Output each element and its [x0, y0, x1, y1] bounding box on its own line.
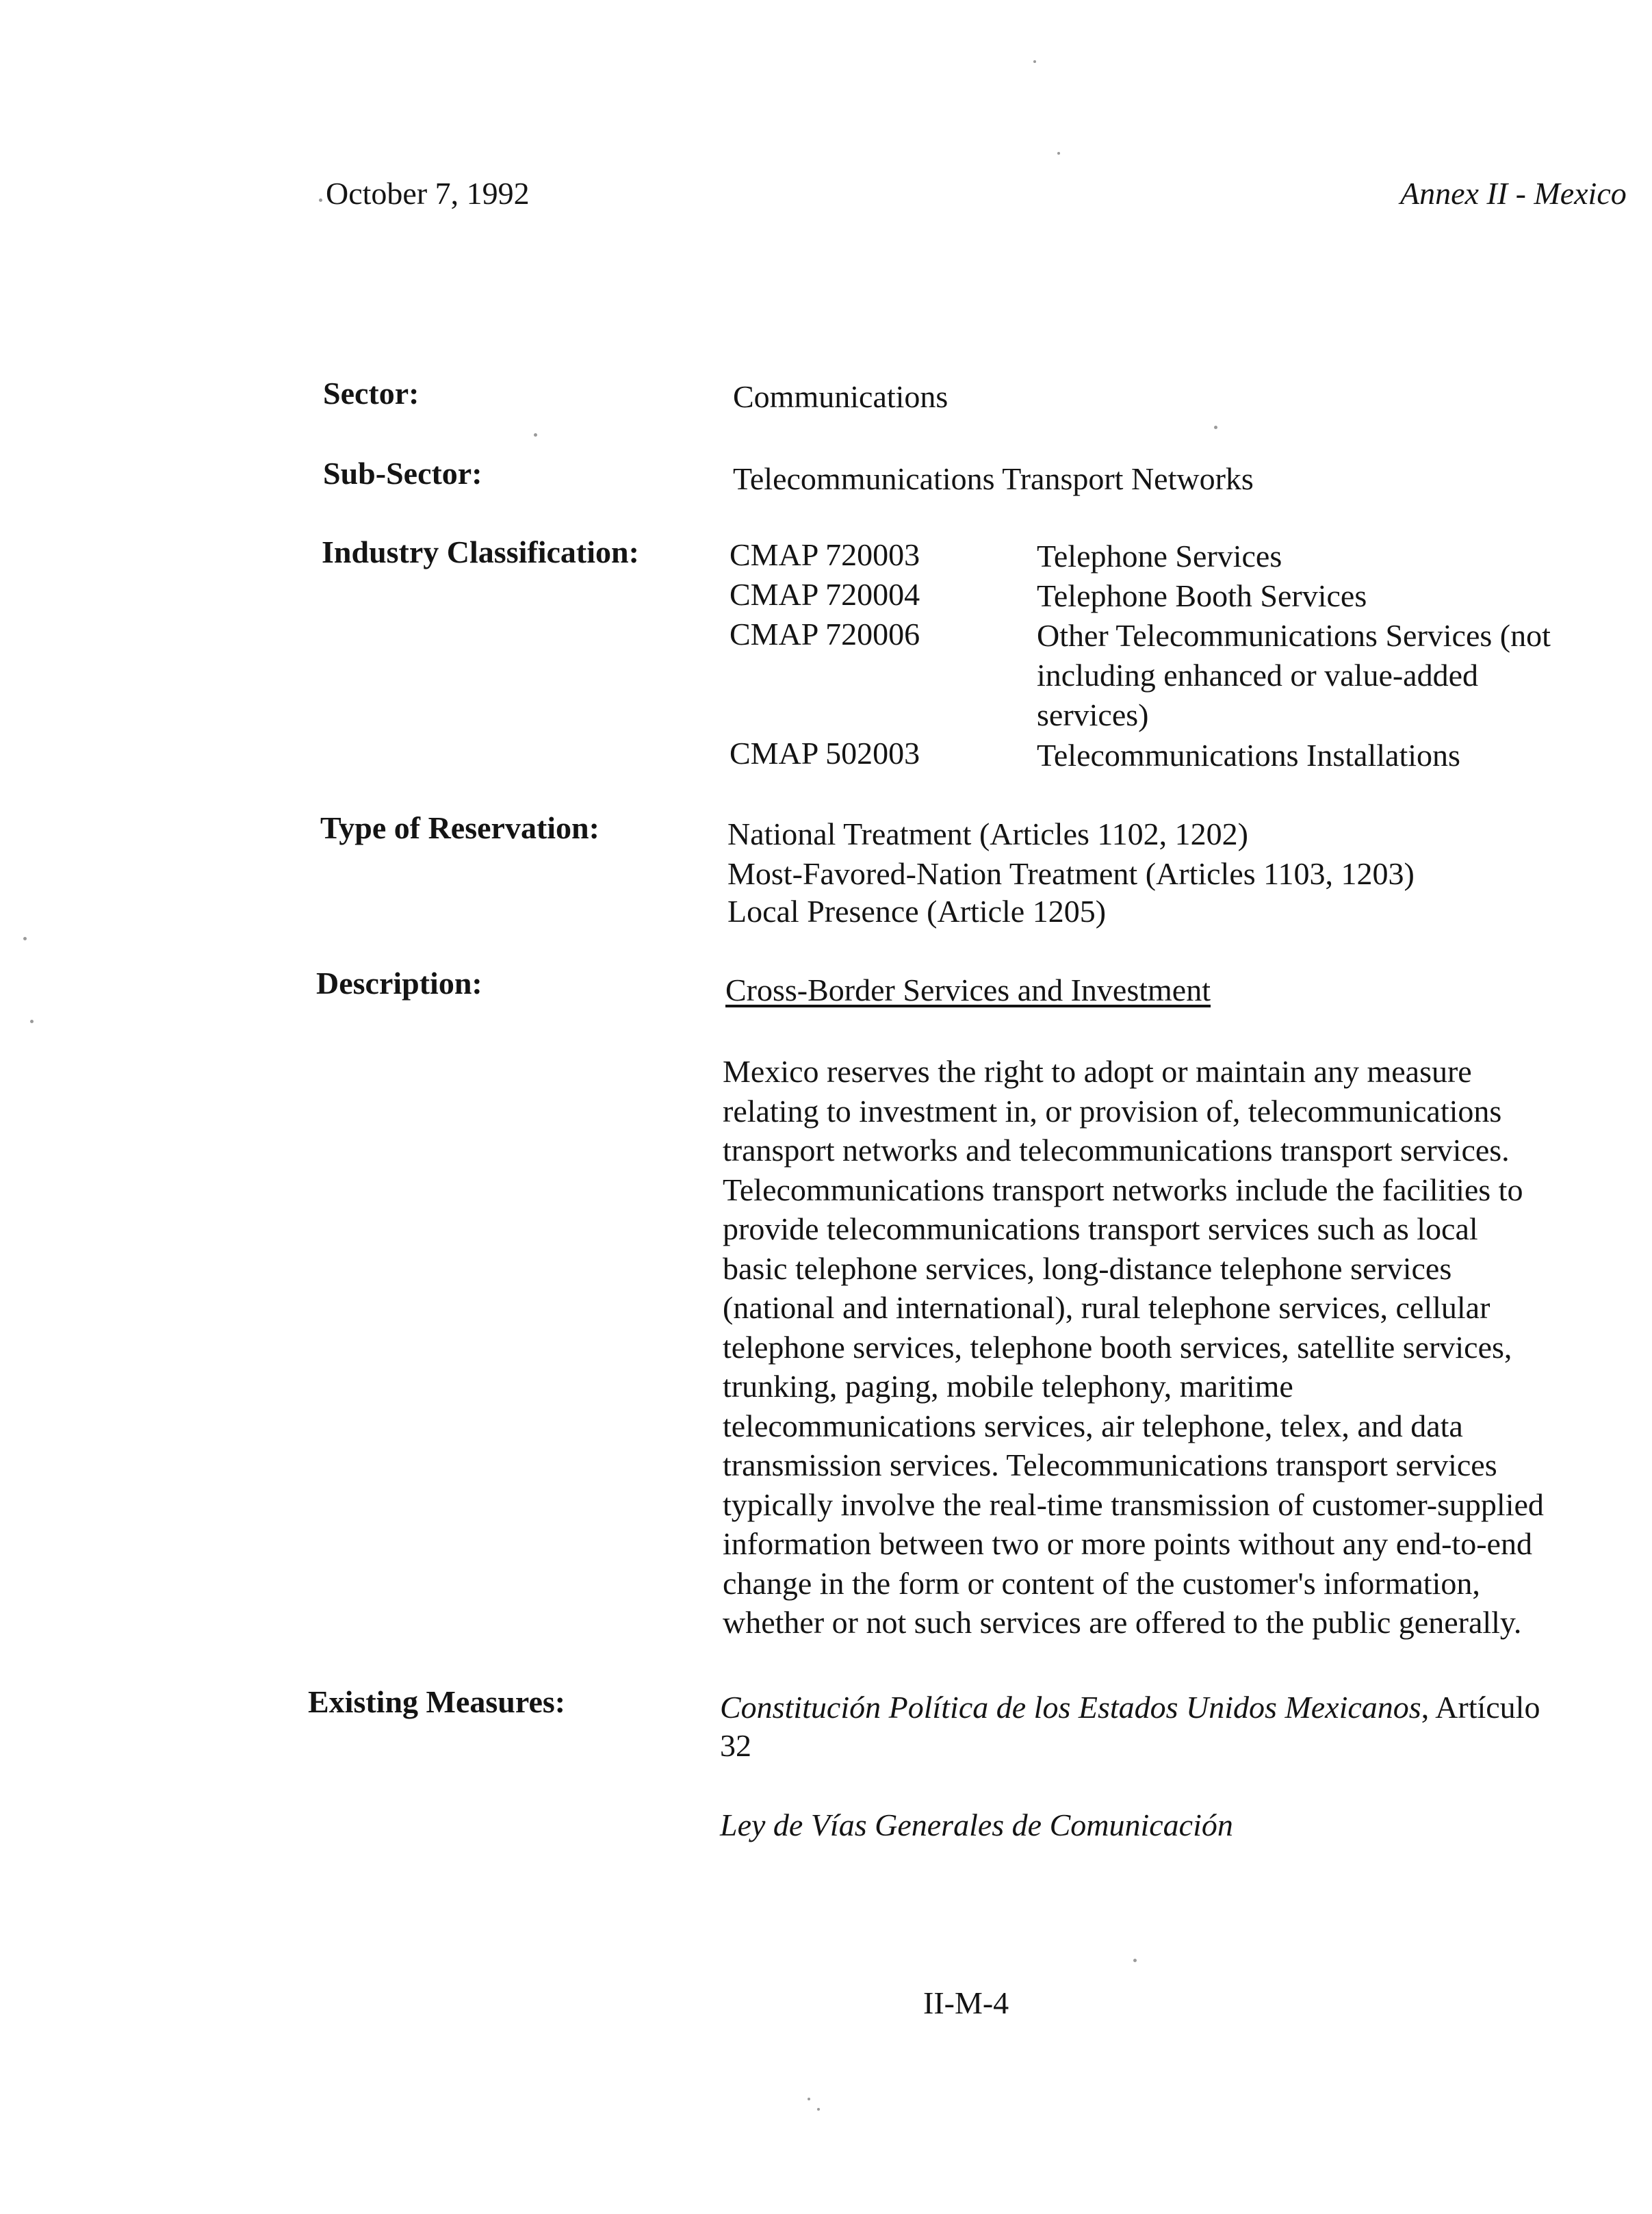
scan-speck — [30, 1020, 34, 1023]
scan-speck — [1214, 426, 1217, 429]
reservation-type-line: National Treatment (Articles 1102, 1202) — [727, 816, 1248, 851]
paragraph-line: typically involve the real-time transmission of customer-supplied — [723, 1486, 1544, 1522]
sub-sector-value: Telecommunications Transport Networks — [733, 461, 1254, 496]
reservation-type-line: Local Presence (Article 1205) — [727, 894, 1107, 929]
industry-description: Telephone Services — [1037, 539, 1282, 574]
paragraph-line: information between two or more points without any end-to-end — [723, 1526, 1532, 1561]
existing-measure-1-suffix: , Artículo — [1421, 1690, 1540, 1725]
industry-code: CMAP 720006 — [730, 617, 920, 652]
existing-measure-2: Ley de Vías Generales de Comunicación — [720, 1807, 1233, 1842]
paragraph-line: change in the form or content of the customer's information, — [723, 1565, 1480, 1601]
paragraph-line: Mexico reserves the right to adopt or maintain any measure — [723, 1054, 1472, 1089]
industry-description: including enhanced or value-added — [1037, 658, 1479, 693]
document-date: October 7, 1992 — [326, 176, 530, 211]
description-paragraph — [723, 1052, 1643, 1643]
reservation-type-label: Type of Reservation: — [320, 810, 599, 845]
page-number: II-M-4 — [923, 1985, 1009, 2020]
sector-value: Communications — [733, 379, 948, 414]
industry-code: CMAP 720004 — [730, 577, 920, 612]
paragraph-line: transmission services. Telecommunications transport services — [723, 1447, 1497, 1482]
paragraph-line: provide telecommunications transport services such as local — [723, 1211, 1478, 1246]
paragraph-line: telephone services, telephone booth services, satellite services, — [723, 1329, 1512, 1365]
reservation-type-line: Most-Favored-Nation Treatment (Articles 1103, 1203) — [727, 856, 1415, 891]
scan-speck — [1033, 60, 1036, 63]
industry-code: CMAP 502003 — [730, 736, 920, 771]
scan-speck — [1133, 1959, 1137, 1962]
industry-description: Other Telecommunications Services (not — [1037, 618, 1551, 653]
existing-measures-label: Existing Measures: — [308, 1684, 566, 1719]
industry-description: services) — [1037, 697, 1149, 732]
scan-speck — [817, 2108, 820, 2111]
scan-speck — [534, 433, 537, 437]
industry-code: CMAP 720003 — [730, 537, 920, 572]
existing-measure-1-title: Constitución Política de los Estados Unidos Mexicanos — [720, 1690, 1421, 1725]
scan-speck — [319, 198, 322, 202]
annex-title: Annex II - Mexico — [1400, 176, 1627, 211]
paragraph-line: telecommunications services, air telephone, telex, and data — [723, 1408, 1463, 1443]
paragraph-line: basic telephone services, long-distance telephone services — [723, 1250, 1452, 1286]
description-label: Description: — [316, 966, 482, 1001]
industry-classification-label: Industry Classification: — [322, 535, 639, 569]
scan-speck — [1057, 152, 1060, 155]
description-subheading: Cross-Border Services and Investment — [725, 973, 1211, 1007]
industry-description: Telecommunications Installations — [1037, 738, 1460, 773]
sector-label: Sector: — [323, 376, 420, 411]
scan-speck — [808, 2098, 810, 2100]
scan-speck — [23, 937, 27, 940]
paragraph-line: transport networks and telecommunications transport services. — [723, 1133, 1510, 1168]
sub-sector-label: Sub-Sector: — [323, 456, 482, 491]
existing-measure-1-article: 32 — [720, 1728, 751, 1763]
paragraph-line: Telecommunications transport networks include the facilities to — [723, 1172, 1523, 1207]
paragraph-line: whether or not such services are offered to the public generally. — [723, 1605, 1522, 1640]
paragraph-line: (national and international), rural telephone services, cellular — [723, 1290, 1490, 1325]
paragraph-line: relating to investment in, or provision of, telecommunications — [723, 1093, 1502, 1129]
industry-description: Telephone Booth Services — [1037, 578, 1367, 613]
paragraph-line: trunking, paging, mobile telephony, maritime — [723, 1369, 1293, 1404]
existing-measure-1 — [720, 1689, 1540, 1725]
